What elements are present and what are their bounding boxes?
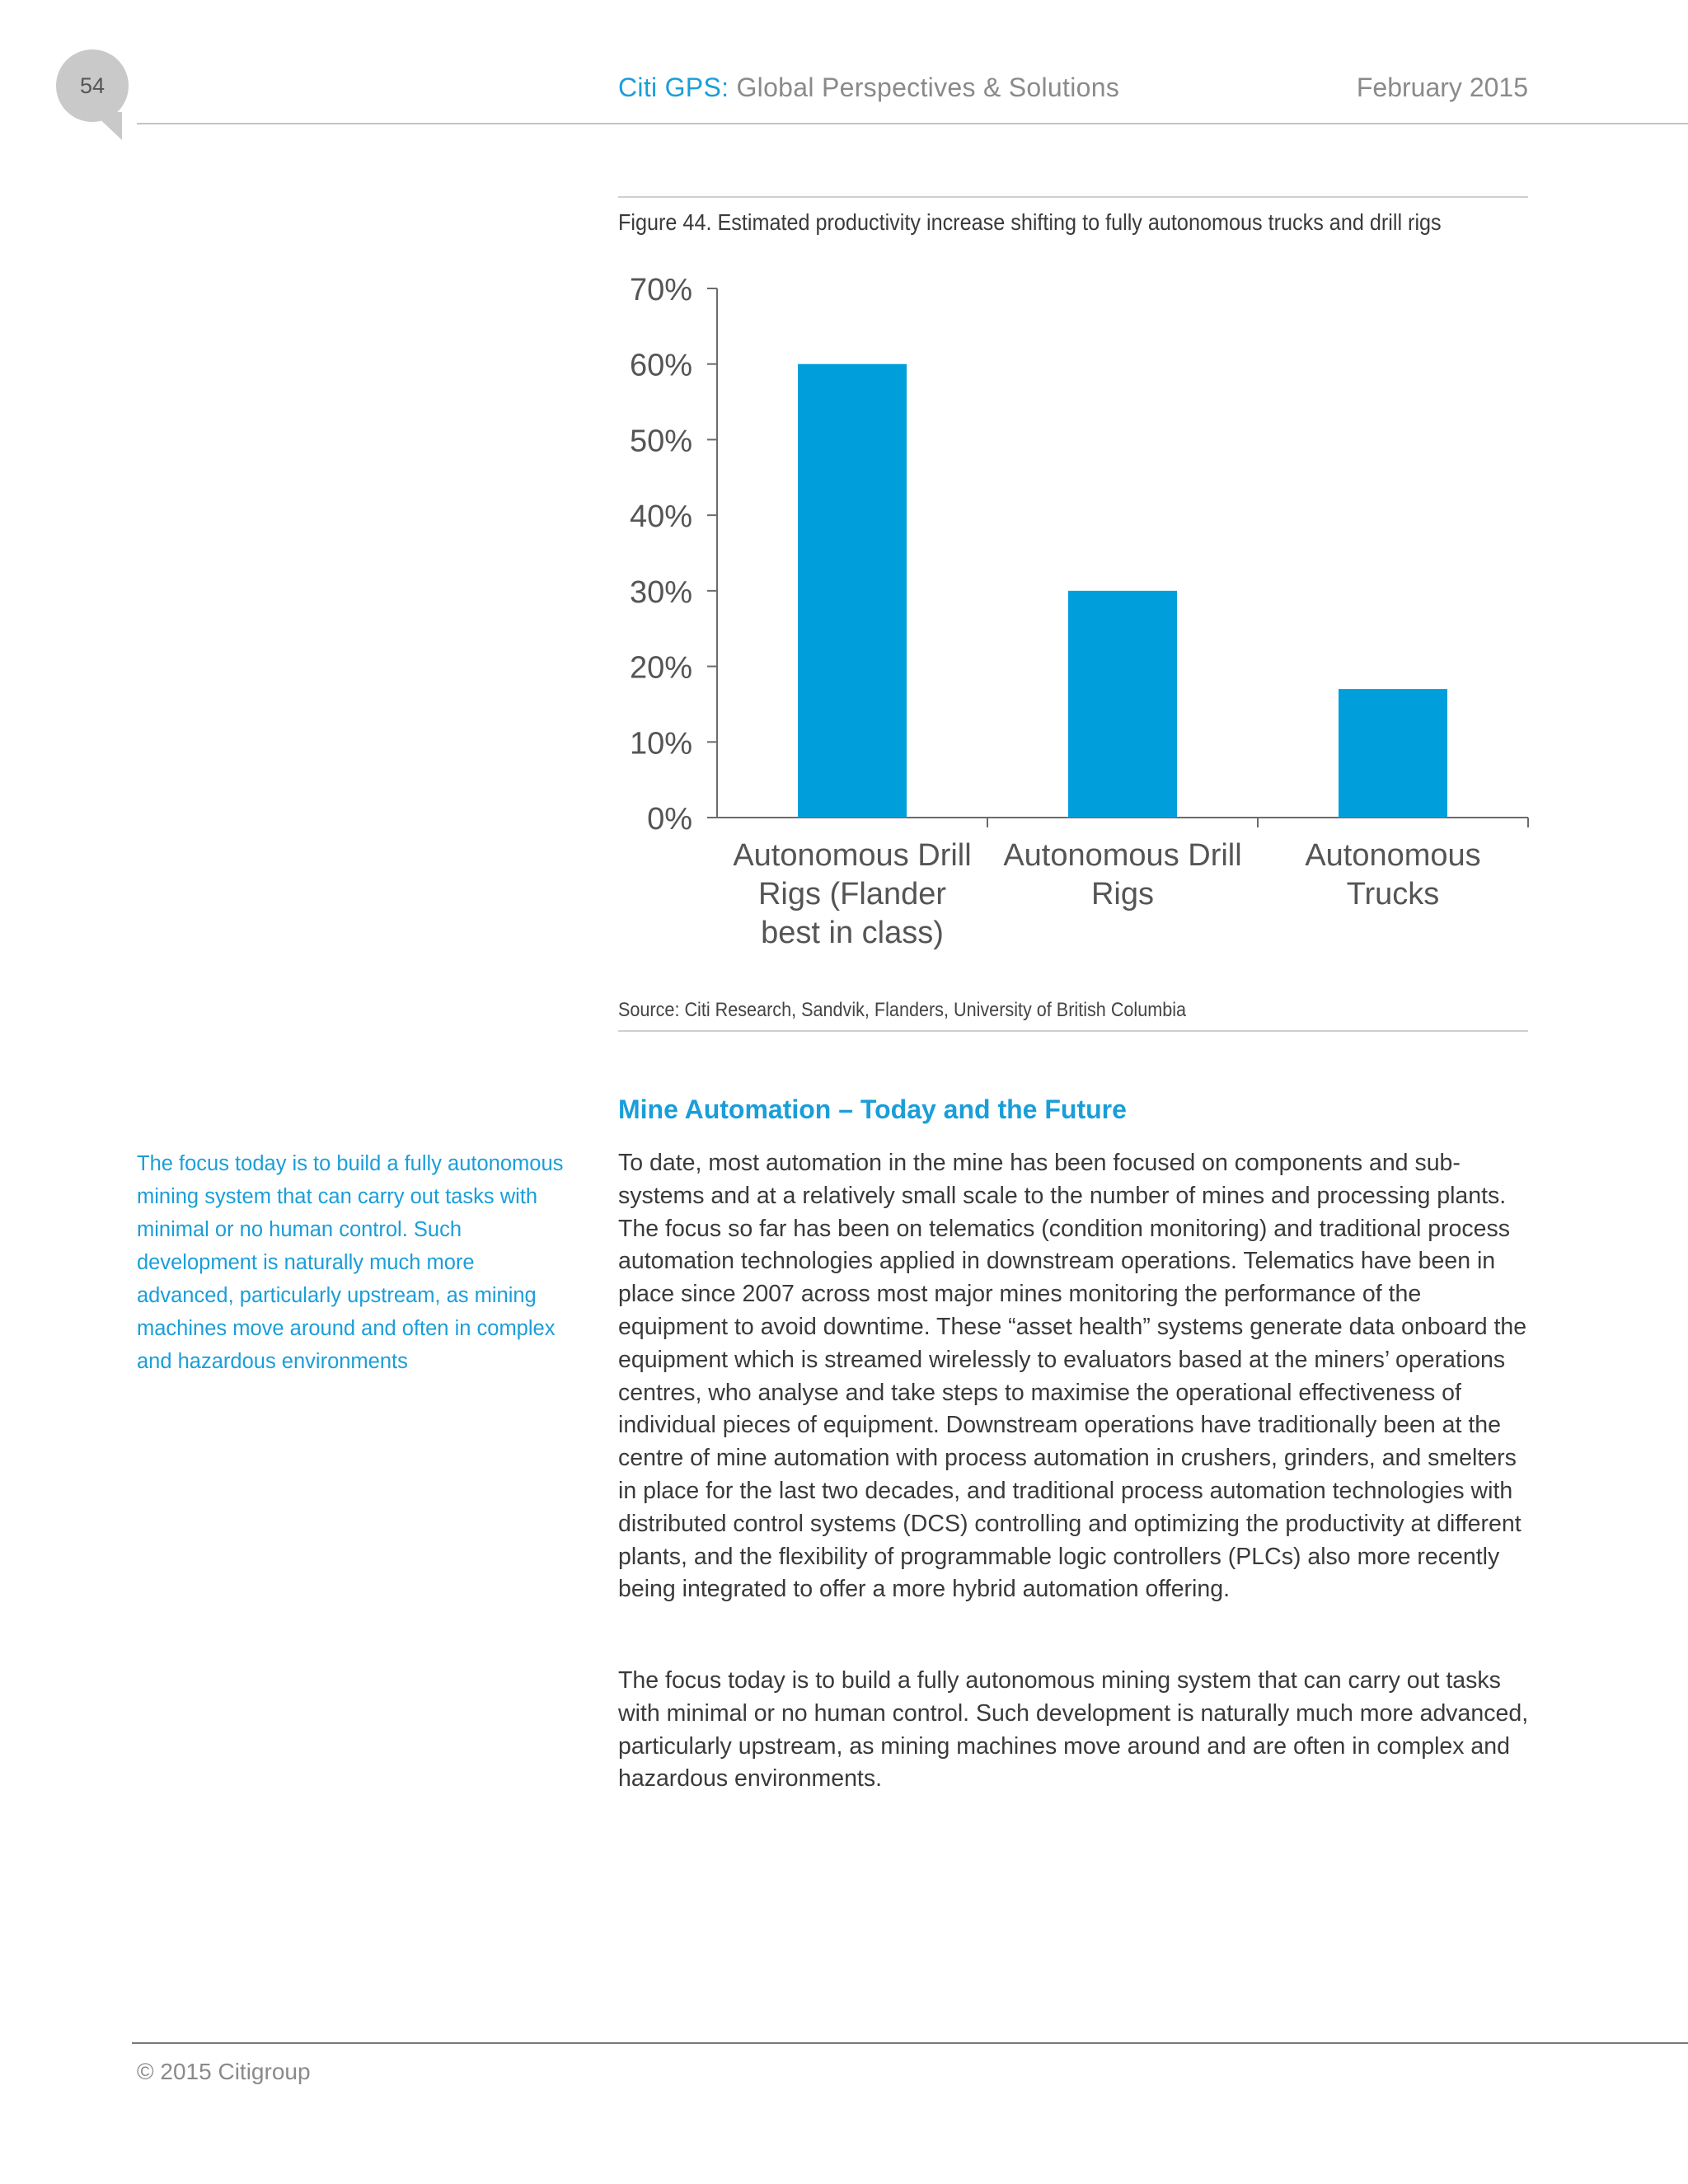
figure-caption: Figure 44. Estimated productivity increase shifting to fully autonomous trucks and drill rigs (618, 209, 1442, 235)
x-category-label-line: best in class) (761, 916, 944, 950)
body-paragraph-1: To date, most automation in the mine has been focused on components and sub-systems and at a relatively small scale to the number of mines and processing plants. The focus so far has been on telematics (condition monitoring) and traditional process automation technologies applied in downstream operations. Telematics have been in place since 2007 across most major mines monitoring the performance of the equipment to avoid downtime. These “asset health” systems generate data onboard the equipment which is streamed wirelessly to evaluators based at the miners’ operations centres, who analyse and take steps to maximise the operational effectiveness of individual pieces of equipment. Downstream operations have traditionally been at the centre of mine automation with process automation in crushers, grinders, and smelters in place for the last two decades, and traditional process automation technologies with distributed control systems (DCS) controlling and optimizing the productivity at different plants, and the flexibility of programmable logic controllers (PLCs) also more recently being integrated to offer a more hybrid automation offering. (618, 1150, 1527, 1603)
publication-date: February 2015 (1356, 73, 1528, 102)
x-category-label-line: Autonomous (1305, 838, 1481, 873)
y-tick-label: 60% (629, 348, 692, 383)
publication-title (618, 73, 1119, 103)
figure-top-divider (618, 196, 1528, 198)
x-category-label (733, 838, 971, 950)
section-heading: Mine Automation – Today and the Future (618, 1094, 1127, 1124)
y-tick-label: 10% (629, 726, 692, 762)
y-tick-label: 20% (629, 650, 692, 686)
brand-name: Citi GPS: (618, 73, 729, 102)
body-paragraph-2: The focus today is to build a fully autonomous mining system that can carry out tasks with minimal or no human control. Such development is naturally much more advanced, particularly upstream, as mining machines move around and are often in complex and hazardous environments. (618, 1667, 1529, 1793)
figure-source: Source: Citi Research, Sandvik, Flanders, University of British Columbia (618, 999, 1187, 1021)
bar (1339, 689, 1447, 818)
y-tick-label: 70% (629, 273, 692, 307)
y-tick-label: 30% (629, 574, 692, 610)
x-category-label (1305, 838, 1480, 912)
productivity-bar-chart (610, 260, 1541, 968)
sidebar-pull-quote: The focus today is to build a fully autonomous mining system that can carry out tasks with minimal or no human control. Such development is naturally much more advanced, particularly upstream, as mining machines move around and often in complex and hazardous environments (137, 1152, 564, 1373)
figure-bottom-divider (618, 1030, 1528, 1032)
footer-divider (132, 2042, 1688, 2044)
x-category-label-line: Rigs (1090, 877, 1155, 912)
y-tick-label: 0% (647, 802, 692, 837)
x-category-label-line: Autonomous Drill (733, 838, 972, 873)
page-number: 54 (79, 73, 106, 98)
x-category-label-line: Autonomous Drill (1003, 838, 1242, 873)
page-number-badge (56, 49, 129, 122)
footer-copyright: © 2015 Citigroup (137, 2059, 311, 2084)
x-category-label (1003, 838, 1241, 912)
bar (798, 364, 907, 818)
x-category-label-line: Trucks (1346, 877, 1440, 912)
header-divider (137, 123, 1688, 124)
bar (1068, 591, 1177, 818)
y-tick-label: 40% (629, 499, 692, 535)
y-tick-label: 50% (629, 424, 692, 459)
publication-name: Global Perspectives & Solutions (736, 73, 1120, 102)
page-badge-tail (92, 112, 122, 140)
x-category-label-line: Rigs (Flander (757, 877, 947, 912)
